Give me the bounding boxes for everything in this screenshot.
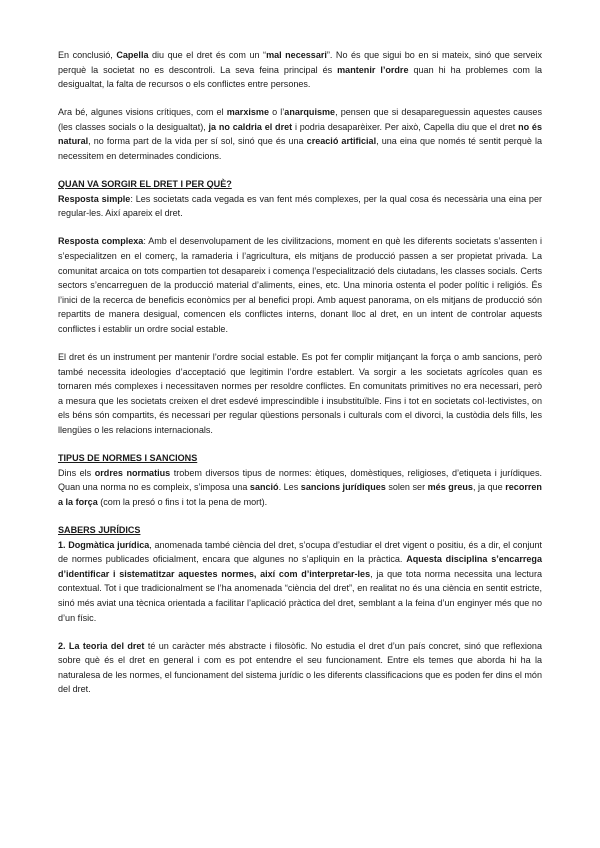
bold-term: Aquesta disciplina s’encarrega d’identificar i sistematitzar aquestes normes, així com d’interpretar-les: [58, 554, 542, 579]
text-run: (com la presó o fins i tot la pena de mort).: [97, 496, 268, 507]
paragraph-conclusion: [58, 48, 542, 92]
section-heading-norms: TIPUS DE NORMES I SANCIONS: [58, 453, 198, 464]
paragraph-norms: [58, 466, 542, 510]
text-run: Ara bé, algunes visions crítiques, com el: [58, 107, 227, 118]
text-run: o l’: [268, 107, 285, 118]
bold-term: anarquisme: [284, 107, 336, 118]
bold-term: Resposta complexa: [58, 236, 144, 247]
paragraph-critical-views: [58, 105, 542, 163]
paragraph-simple-answer: [58, 192, 542, 221]
text-run: : Les societats cada vegada es van fent més complexes, per la qual cosa és necessària una eina per regular-les. Així apareix el dret.: [58, 193, 542, 219]
bold-term: mal necessari: [266, 50, 327, 60]
bold-term: ja no caldria el dret: [208, 121, 293, 132]
section-heading-origin: QUAN VA SORGIR EL DRET I PER QUÈ?: [58, 179, 232, 190]
text-run: i podria desaparèixer. Per això, Capella diu que el dret: [292, 121, 519, 132]
bold-term: marxisme: [226, 107, 269, 118]
text-run: , ja que tota norma necessita una lectura contextual. Tot i que tradicionalment se l’ha anomenada “ciència del dret”, en realitat no és una ciència en sentit estricte, sinó més aviat una tècnica orientada a facilitar l’aplicació pràctica del dret, semblant a la feina d’un enginyer més que no d’un físic.: [58, 568, 542, 623]
text-run: , no forma part de la vida per sí sol, sinó que és una: [88, 136, 307, 147]
paragraph-complex-answer: [58, 234, 542, 336]
bold-term: creació artificial: [306, 136, 377, 147]
text-run: , anomenada també ciència del dret, s’ocupa d’estudiar el dret vigent o positiu, és a dir, el conjunt de normes publicades oficialment, encara que algunes no s’apliquin en la pràctica.: [58, 539, 543, 565]
text-run: ”. No és que sigui bo en si mateix, sinó que serveix perquè la societat no es descontroli. La seva feina principal és: [58, 50, 542, 75]
text-run: , una eina que només té sentit perquè la necessitem en determinades condicions.: [58, 136, 542, 162]
text-run: . Les: [278, 482, 301, 493]
text-run: Dins els: [58, 467, 95, 478]
paragraph-dogmatics: [58, 538, 542, 626]
bold-term: recorren a la força: [58, 482, 542, 507]
bold-term: més greus: [427, 482, 473, 493]
text-run: , ja que: [472, 482, 506, 493]
section-heading-legal-knowledge: SABERS JURÍDICS: [58, 525, 141, 536]
bold-term: ordres normatius: [94, 467, 171, 478]
bold-term: mantenir l’ordre: [337, 64, 409, 75]
bold-term: Capella: [116, 50, 149, 60]
text-run: té un caràcter més abstracte i filosòfic. No estudia el dret d’un país concret, sinó que reflexiona sobre què és el dret en general i com es pot entendre el seu funcionament. Entre els temes que aborda hi ha la naturalesa de les normes, el funcionament del sistema jurídic o les diferents classificacions que es poden fer dins el món del dret.: [58, 640, 542, 695]
bold-term: 2. La teoria del dret: [58, 640, 145, 651]
text-run: quan hi ha problemes com la desigualtat, la falta de recursos o els conflictes entre persones.: [58, 64, 542, 90]
text-run: diu que el dret és com un “: [148, 50, 267, 60]
text-run: En conclusió,: [58, 50, 117, 60]
bold-term: 1. Dogmàtica jurídica: [58, 539, 150, 550]
text-run: trobem diversos tipus de normes: ètiques, domèstiques, religioses, d’etiqueta i jurídiques. Quan una norma no es compleix, s’imposa una: [58, 467, 543, 493]
bold-term: Resposta simple: [58, 193, 131, 204]
bold-term: sancions jurídiques: [300, 482, 386, 493]
text-run: , pensen que si desapareguessin aquestes causes (les classes socials o la desigualtat),: [58, 107, 542, 132]
text-run: solen ser: [385, 482, 428, 493]
paragraph-law-instrument: El dret és un instrument per mantenir l’ordre social estable. Es pot fer complir mitjançant la força o amb sancions, però també necessita ideologies d’acceptació que legitimin l’ordre establert. Va sorgir a les societats agrícoles quan es tornaren més complexes i necessitaven normes per resoldre conflictes. En comunitats primitives no era necessari, però a mesura que les societats creixen el dret esdevé imprescindible i insubstituïble. Fins i tot en societats col·lectivistes, on els béns són compartits, és necessari per regular qüestions personals i culturals com el divorci, la custòdia dels fills, les llengües o les relacions internacionals.: [58, 352, 542, 436]
paragraph-legal-theory: [58, 639, 542, 697]
bold-term: sanció: [249, 482, 279, 493]
text-run: : Amb el desenvolupament de les civilitzacions, moment en què les diferents societats s’assenten i s’especialitzen en el comerç, la ramaderia i l’agricultura, els mitjans de producció passen a ser propietat privada. La comunitat arcaica on tots compartien tot desapareix i comença l’especialització dels ciutadans, les classes socials. Certs sectors s’encarreguen de la producció material d’aliments, eines, etc. Una minoria ostenta el poder polític i religiós. És l’inici de la recerca de beneficis econòmics per al benefici propi. Amb aquest panorama, on els mitjans de producció són repartits de manera desigual, comencen els conflictes interns, donant lloc al dret, en un intent de controlar aquests conflictes i establir un ordre social estable.: [58, 236, 542, 334]
bold-term: no és natural: [58, 121, 542, 147]
